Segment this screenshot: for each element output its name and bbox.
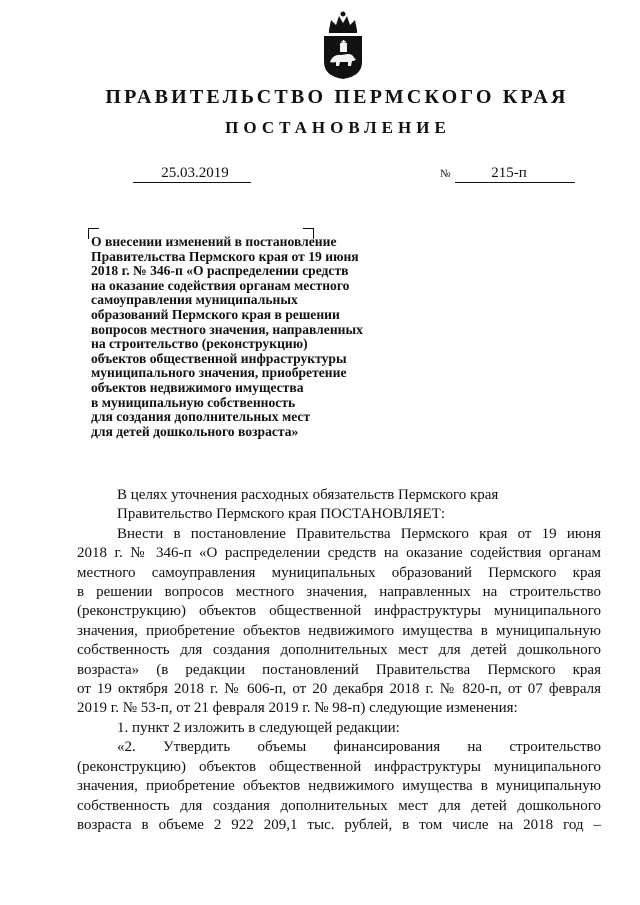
body-line: от 19 октября 2018 г. № 606-п, от 20 декабря 2018 г. № 820-п, от 07 февраля xyxy=(77,681,601,698)
subject-line: объектов недвижимого имущества xyxy=(91,379,304,395)
subject-line: муниципального значения, приобретение xyxy=(91,365,347,381)
body-line: 2019 г. № 53-п, от 21 февраля 2019 г. № 98-п) следующие изменения: xyxy=(77,700,518,717)
subject-line: для детей дошкольного возраста» xyxy=(91,423,299,439)
document-type-title: ПОСТАНОВЛЕНИЕ xyxy=(225,118,451,137)
body-line: Правительство Пермского края ПОСТАНОВЛЯЕТ: xyxy=(117,506,446,523)
subject-line: для создания дополнительных мест xyxy=(91,409,311,425)
document-date: 25.03.2019 xyxy=(133,165,251,183)
subject-line: образований Пермского края в решении xyxy=(91,306,340,322)
subject-line: самоуправления муниципальных xyxy=(91,292,298,308)
body-line: 1. пункт 2 изложить в следующей редакции: xyxy=(117,719,400,736)
subject-line: О внесении изменений в постановление xyxy=(91,234,337,249)
decree-subject xyxy=(91,235,411,439)
subject-line: в муниципальную собственность xyxy=(91,394,296,410)
subject-line: вопросов местного значения, направленных xyxy=(91,321,363,337)
subject-line: объектов общественной инфраструктуры xyxy=(91,350,347,366)
government-title: ПРАВИТЕЛЬСТВО ПЕРМСКОГО КРАЯ xyxy=(105,86,569,108)
decree-body xyxy=(77,486,601,835)
number-sign: № xyxy=(440,168,451,180)
body-line: значения, приобретение объектов недвижимого имущества в муниципальную xyxy=(77,622,601,639)
body-line: 2018 г. № 346-п «О распределении средств на оказание содействия органам xyxy=(77,545,601,562)
document-number: 215-п xyxy=(455,165,575,183)
body-line: (реконструкцию) объектов общественной инфраструктуры муниципального xyxy=(77,603,601,620)
body-line: «2. Утвердить объемы финансирования на строительство xyxy=(117,739,601,756)
body-line: В целях уточнения расходных обязательств Пермского края xyxy=(117,487,499,503)
subject-line: Правительства Пермского края от 19 июня xyxy=(91,248,359,264)
body-line: Внести в постановление Правительства Пермского края от 19 июня xyxy=(117,525,601,542)
body-line: в решении вопросов местного значения, направленных на строительство xyxy=(77,584,601,601)
subject-line: на оказание содействия органам местного xyxy=(91,277,350,293)
body-line: возраста» (в редакции постановлений Правительства Пермского края xyxy=(77,661,601,678)
body-line: возраста в объеме 2 922 209,1 тыс. рублей, в том числе на 2018 год – xyxy=(77,816,601,833)
perm-krai-coat-of-arms-icon xyxy=(321,10,365,80)
subject-line: 2018 г. № 346-п «О распределении средств xyxy=(91,263,349,279)
body-line: (реконструкцию) объектов общественной инфраструктуры муниципального xyxy=(77,758,601,775)
body-line: значения, приобретение объектов недвижимого имущества в муниципальную xyxy=(77,778,601,795)
subject-line: на строительство (реконструкцию) xyxy=(91,336,308,352)
body-line: местного самоуправления муниципальных образований Пермского края xyxy=(77,564,601,581)
body-line: собственность для создания дополнительных мест для детей дошкольного xyxy=(77,642,601,659)
body-line: собственность для создания дополнительных мест для детей дошкольного xyxy=(77,797,601,814)
